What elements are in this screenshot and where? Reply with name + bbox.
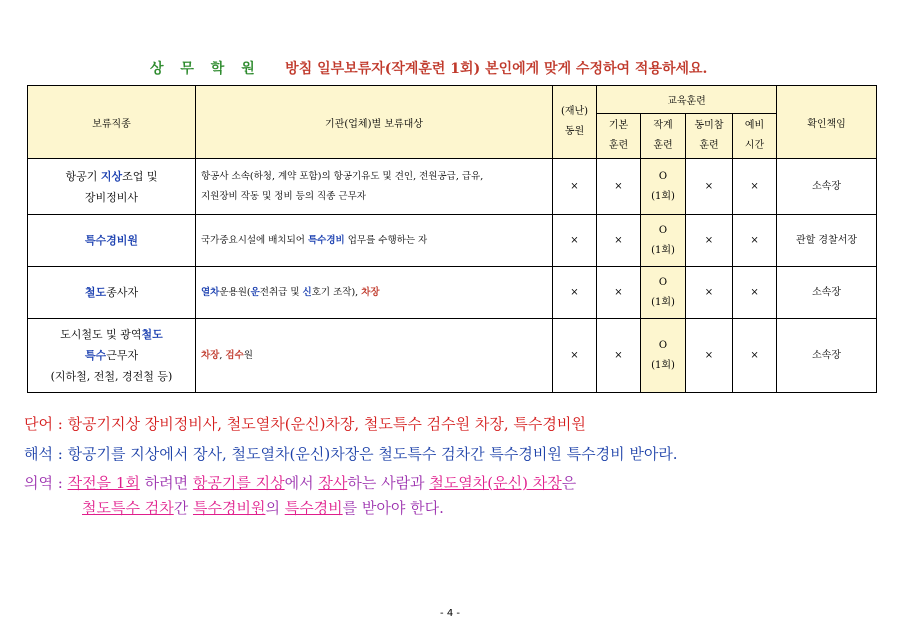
row-disaster: × (553, 319, 597, 393)
table-row (28, 159, 877, 215)
table-row (28, 267, 877, 319)
row-plan: O (1회) (641, 267, 686, 319)
row-target: 항공사 소속(하청, 계약 포함)의 항공기유도 및 견인, 전원공급, 급유, 지원장비 작동 및 정비 등의 직종 근무자 (196, 159, 553, 215)
header-disaster: (재난) 동원 (553, 86, 597, 159)
row-confirm: 소속장 (777, 159, 877, 215)
row-target: 국가중요시설에 배치되어 특수경비 업무를 수행하는 자 (196, 215, 553, 267)
row-disaster: × (553, 215, 597, 267)
row-basic: × (597, 267, 641, 319)
header-target: 기관(업체)별 보류대상 (196, 86, 553, 159)
vocabulary-line: 단어 : 항공기지상 장비정비사, 철도열차(운신)차장, 철도특수 검수원 차장, 특수경비원 (24, 415, 586, 433)
academy-name: 상 무 학 원 (150, 61, 261, 77)
table-row (28, 319, 877, 393)
row-target: 차장, 검수원 (196, 319, 553, 393)
paraphrase-line-1: 의역 : 작전을 1회 하려면 항공기를 지상에서 장사하는 사람과 철도열차(운신) 차장은 (24, 474, 577, 492)
header-plan: 작계 훈련 (641, 114, 686, 159)
row-nonparticipation: × (686, 215, 733, 267)
row-confirm: 소속장 (777, 319, 877, 393)
instruction-note: 방침 일부보류자(작계훈련 1회) 본인에게 맞게 수정하여 적용하세요. (285, 61, 708, 77)
row-basic: × (597, 319, 641, 393)
row-nonparticipation: × (686, 159, 733, 215)
row-reserve: × (733, 215, 777, 267)
row-reserve: × (733, 319, 777, 393)
row-nonparticipation: × (686, 267, 733, 319)
row-target: 열차운용원(운전취급 및 신호기 조작), 차장 (196, 267, 553, 319)
header-basic: 기본 훈련 (597, 114, 641, 159)
header-training: 교육훈련 (597, 86, 777, 114)
header-category: 보류직종 (28, 86, 196, 159)
row-basic: × (597, 215, 641, 267)
row-plan: O (1회) (641, 215, 686, 267)
header-nonparticipation: 동미참 훈련 (686, 114, 733, 159)
row-nonparticipation: × (686, 319, 733, 393)
row-plan: O (1회) (641, 319, 686, 393)
header-reserve: 예비 시간 (733, 114, 777, 159)
paraphrase-line-2: 철도특수 검차간 특수경비원의 특수경비를 받아야 한다. (82, 499, 444, 517)
row-category: 도시철도 및 광역철도 특수근무자 (지하철, 전철, 경전철 등) (28, 319, 196, 393)
row-category: 철도종사자 (28, 267, 196, 319)
row-basic: × (597, 159, 641, 215)
table-row (28, 215, 877, 267)
row-category: 항공기 지상조업 및 장비정비사 (28, 159, 196, 215)
page-heading (150, 58, 707, 78)
row-disaster: × (553, 159, 597, 215)
row-disaster: × (553, 267, 597, 319)
interpretation-line: 해석 : 항공기를 지상에서 장사, 철도열차(운신)차장은 철도특수 검차간 특수경비원 특수경비 받아라. (24, 445, 678, 463)
row-confirm: 관할 경찰서장 (777, 215, 877, 267)
header-confirm: 확인책임 (777, 86, 877, 159)
row-reserve: × (733, 267, 777, 319)
row-reserve: × (733, 159, 777, 215)
row-plan: O (1회) (641, 159, 686, 215)
row-confirm: 소속장 (777, 267, 877, 319)
row-category: 특수경비원 (28, 215, 196, 267)
deferment-table (27, 85, 877, 393)
page-number: - 4 - (440, 608, 460, 619)
